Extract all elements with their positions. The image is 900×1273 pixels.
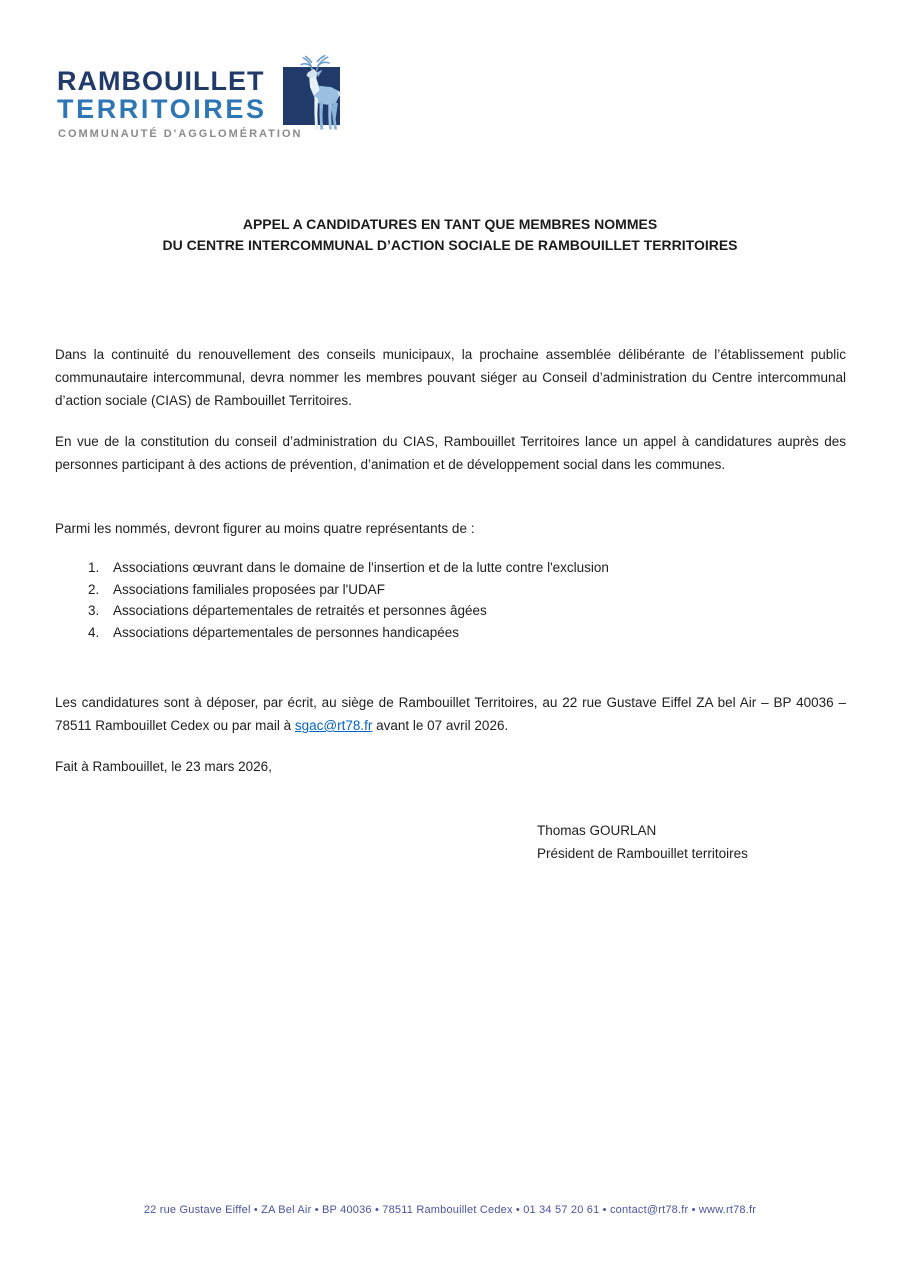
paragraph-depot-candidatures [55, 691, 846, 737]
depot-text-before-link: Les candidatures sont à déposer, par écrit, au siège de Rambouillet Territoires, au 22 rue Gustave Eiffel ZA bel Air – BP 40036 – 78511 Rambouillet Cedex ou par mail à [55, 695, 846, 733]
logo-subtitle: COMMUNAUTÉ D'AGGLOMÉRATION [58, 128, 303, 140]
representatives-list [83, 557, 823, 644]
email-link[interactable]: sgac@rt78.fr [294, 718, 373, 733]
signer-role: Président de Rambouillet territoires [537, 845, 748, 861]
depot-text-after-link: avant le 07 avril 2026. [372, 718, 509, 733]
logo-name-line2: TERRITOIRES [57, 94, 267, 124]
logo [57, 58, 367, 148]
paragraph-appel: En vue de la constitution du conseil d’administration du CIAS, Rambouillet Territoires lance un appel à candidatures auprès des personnes participant à des actions de prévention, d’animation et de développement social dans les communes. [55, 434, 846, 472]
page-footer: 22 rue Gustave Eiffel • ZA Bel Air • BP 40036 • 78511 Rambouillet Cedex • 01 34 57 20 61 • contact@rt78.fr • www.rt78.fr [143, 1204, 757, 1216]
paragraph-representants-intro: Parmi les nommés, devront figurer au moins quatre représentants de : [55, 521, 475, 536]
list-item: 3. Associations départementales de retraités et personnes âgées [103, 600, 823, 622]
signer-name: Thomas GOURLAN [537, 823, 657, 838]
list-item: 2. Associations familiales proposées par l'UDAF [103, 579, 823, 601]
paragraph-context: Dans la continuité du renouvellement des conseils municipaux, la prochaine assemblée délibérante de l’établissement public communautaire intercommunal, devra nommer les membres pouvant siéger au Conseil d’administration du Centre intercommunal d’action sociale (CIAS) de Rambouillet Territoires. [55, 347, 846, 408]
list-item: 1. Associations œuvrant dans le domaine de l'insertion et de la lutte contre l'exclusion [103, 557, 823, 579]
document-title [0, 214, 900, 256]
signature-block [537, 820, 748, 865]
stag-icon [297, 55, 345, 131]
logo-name-line1: RAMBOUILLET [57, 66, 265, 96]
list-item: 4. Associations départementales de personnes handicapées [103, 622, 823, 644]
document-title-line2: DU CENTRE INTERCOMMUNAL D’ACTION SOCIALE DE RAMBOUILLET TERRITOIRES [162, 237, 738, 253]
paragraph-date-lieu: Fait à Rambouillet, le 23 mars 2026, [55, 759, 272, 774]
document-title-line1: APPEL A CANDIDATURES EN TANT QUE MEMBRES NOMMES [242, 216, 658, 232]
